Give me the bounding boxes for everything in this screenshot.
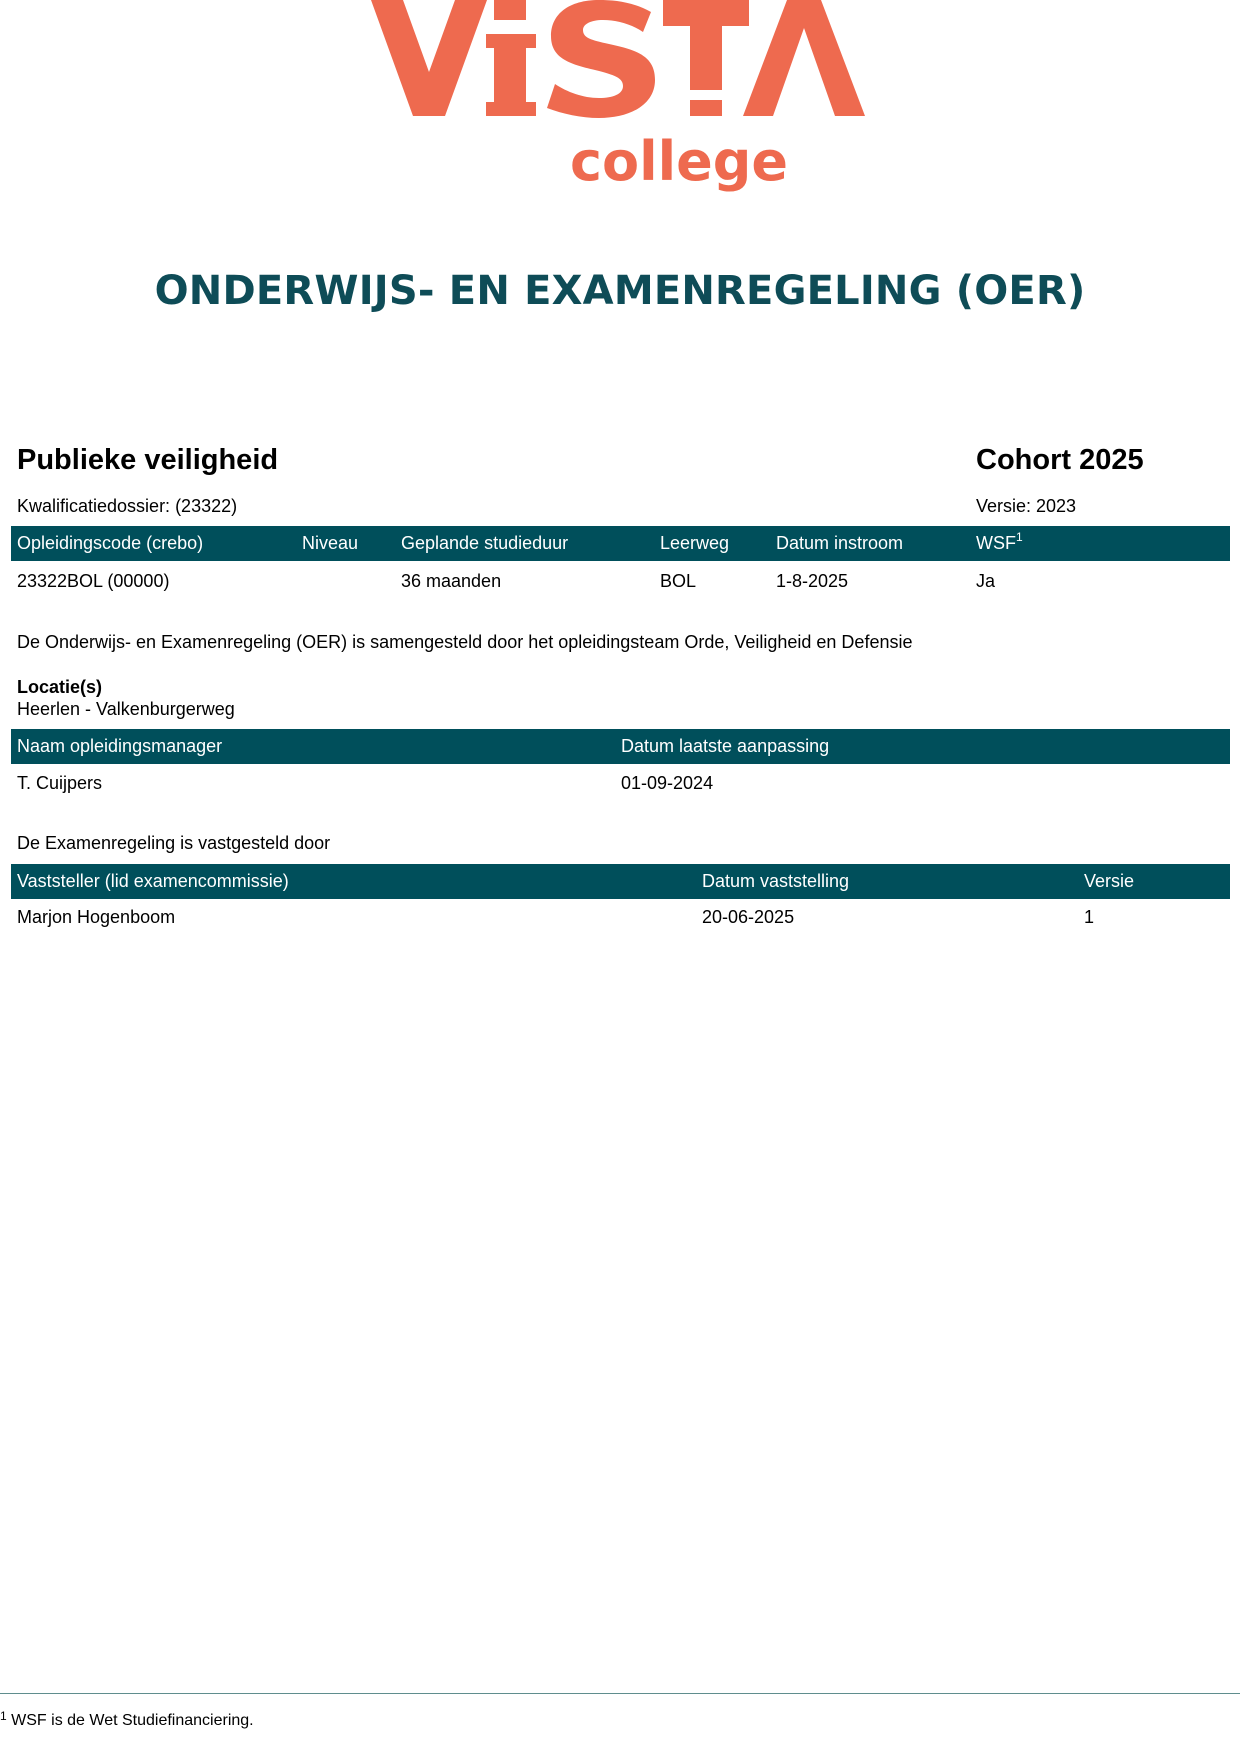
header-vaststeller: Vaststeller (lid examencommissie) [17, 871, 289, 891]
cell-vaststeller: Marjon Hogenboom [17, 907, 176, 927]
program-table-header [11, 526, 1230, 561]
locations-label: Locatie(s) [17, 677, 103, 697]
header-opleidingsmanager: Naam opleidingsmanager [17, 736, 223, 756]
program-name: Publieke veiligheid [17, 444, 279, 476]
header-niveau: Niveau [302, 533, 359, 553]
manager-table-header [11, 729, 1230, 764]
logo-college-text: college [570, 130, 789, 193]
established-by-text: De Examenregeling is vastgesteld door [17, 833, 331, 853]
header-opleidingscode: Opleidingscode (crebo) [17, 533, 204, 553]
establisher-table-header [11, 864, 1230, 899]
logo-mark [371, 0, 865, 118]
header-wsf-label: WSF [976, 533, 1016, 553]
cell-datum-vaststelling: 20-06-2025 [702, 907, 795, 927]
header-datum-instroom: Datum instroom [776, 533, 904, 553]
header-datum-vaststelling: Datum vaststelling [702, 871, 850, 891]
cell-datum-instroom: 1-8-2025 [776, 571, 849, 591]
footnote-text: WSF is de Wet Studiefinanciering. [11, 1712, 254, 1729]
cell-opleidingscode: 23322BOL (00000) [17, 571, 170, 591]
footnote-divider [0, 1693, 1240, 1694]
cell-studieduur: 36 maanden [401, 571, 502, 591]
footnote [0, 1709, 254, 1730]
qualification-dossier: Kwalificatiedossier: (23322) [17, 496, 238, 516]
cell-wsf: Ja [976, 571, 996, 591]
table-row [11, 773, 1230, 803]
table-row [11, 907, 1230, 937]
header-leerweg: Leerweg [660, 533, 730, 553]
composed-by-text: De Onderwijs- en Examenregeling (OER) is samengesteld door het opleidingsteam Orde, Veiligheid en Defensie [17, 632, 913, 652]
footnote-ref[interactable]: 1 [1016, 530, 1023, 544]
cell-versie: 1 [1084, 907, 1095, 927]
header-versie: Versie [1084, 871, 1135, 891]
footnote-mark: 1 [0, 1709, 7, 1723]
vista-college-logo [365, 0, 875, 205]
table-row [11, 571, 1230, 601]
cell-leerweg: BOL [660, 571, 697, 591]
dossier-version: Versie: 2023 [976, 496, 1077, 516]
header-laatste-aanpassing: Datum laatste aanpassing [621, 736, 830, 756]
locations-value: Heerlen - Valkenburgerweg [17, 699, 235, 719]
cell-opleidingsmanager: T. Cuijpers [17, 773, 103, 793]
header-wsf [976, 530, 1023, 554]
header-studieduur: Geplande studieduur [401, 533, 569, 553]
cell-laatste-aanpassing: 01-09-2024 [621, 773, 714, 793]
cohort-label: Cohort 2025 [976, 444, 1144, 476]
document-title: ONDERWIJS- EN EXAMENREGELING (OER) [154, 268, 1086, 314]
